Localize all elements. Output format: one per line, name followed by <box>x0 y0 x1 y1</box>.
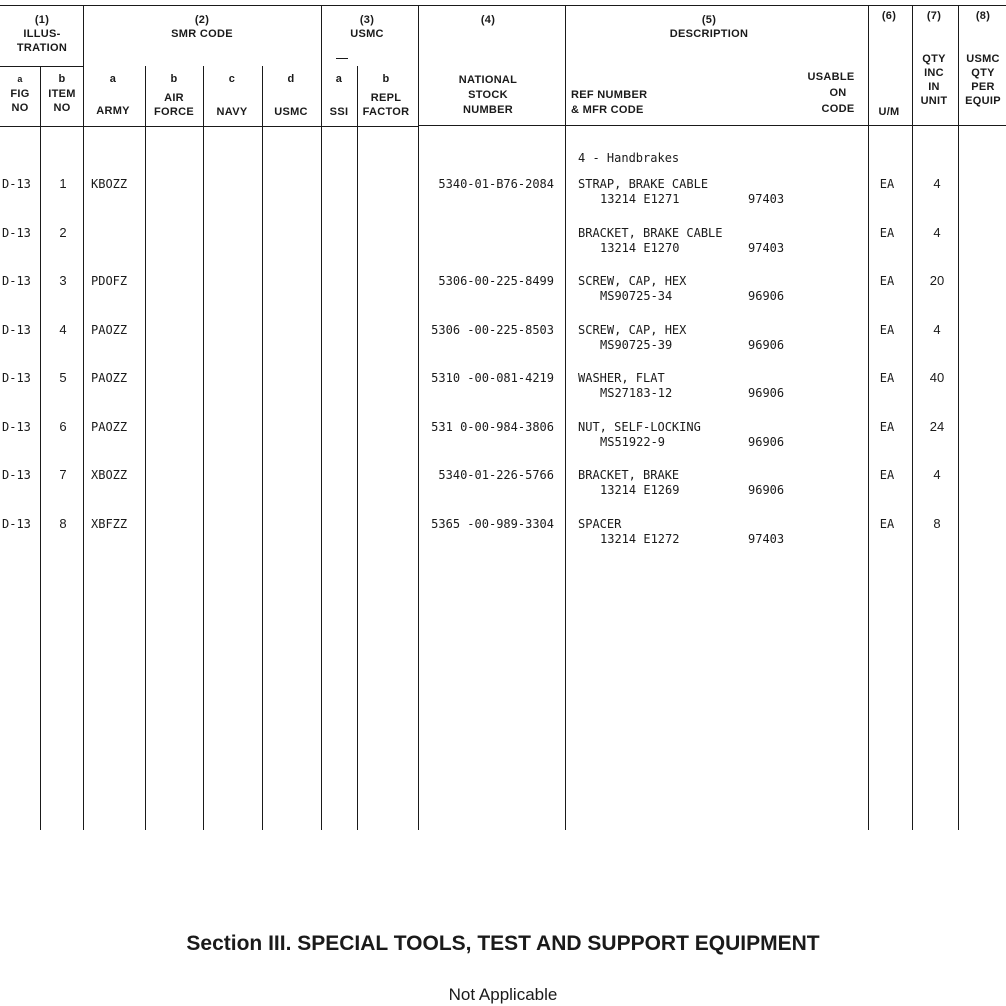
col-divider-qty-equip <box>958 5 959 830</box>
item-no-label-1: ITEM <box>48 88 76 100</box>
item-number: 8 <box>59 515 67 531</box>
qty-in-unit: 24 <box>929 418 945 434</box>
fig-number: D-13 <box>2 516 31 531</box>
col2-number: (2) <box>194 14 210 26</box>
ssi-label: SSI <box>329 106 349 118</box>
unit-of-measure: EA <box>879 419 895 434</box>
part-description: SCREW, CAP, HEX <box>578 274 687 288</box>
item-number: 1 <box>59 176 67 191</box>
smr-code-army: XBFZZ <box>91 516 128 531</box>
mfr-code: 97403 <box>748 531 785 546</box>
fig-number: D-13 <box>2 225 31 240</box>
col-divider-smr-usmc3 <box>321 5 322 830</box>
smr-code-army: XBOZZ <box>91 468 128 482</box>
top-rule <box>0 5 1006 6</box>
col5-number: (5) <box>701 14 717 26</box>
fig-number: D-13 <box>2 419 31 434</box>
smr-code-army: PAOZZ <box>91 322 128 337</box>
usmc-smr-label: USMC <box>274 106 308 118</box>
usmc-smr-letter: d <box>287 73 295 85</box>
illus-subhead-rule <box>0 66 84 67</box>
col-divider-army-af <box>145 66 146 830</box>
smr-code-army: PAOZZ <box>91 371 128 385</box>
navy-letter: c <box>228 73 236 85</box>
stock-number: 5340-01-226-5766 <box>438 468 554 482</box>
part-description: SPACER <box>578 516 622 531</box>
usmc-qty-label-4: EQUIP <box>965 95 1001 107</box>
qty-in-unit: 4 <box>933 176 941 191</box>
fig-number: D-13 <box>2 177 31 191</box>
ref-number-label-1: REF NUMBER <box>571 89 648 101</box>
um-label: U/M <box>878 106 900 118</box>
fig-number: D-13 <box>2 468 31 482</box>
nsn-label-1: NATIONAL <box>458 74 518 86</box>
repl-factor-label-1: REPL <box>370 92 402 104</box>
stock-number: 5306 -00-225-8503 <box>431 322 554 337</box>
usmc-qty-label-2: QTY <box>971 67 995 79</box>
col-divider-illus-smr <box>83 5 84 830</box>
qty-in-unit: 20 <box>929 273 945 288</box>
fig-no-label-2: NO <box>11 102 29 114</box>
air-force-label-2: FORCE <box>154 106 194 118</box>
army-label: ARMY <box>96 105 130 117</box>
mfr-code: 96906 <box>748 434 785 449</box>
col2-title: SMR CODE <box>171 28 233 40</box>
usable-on-label-1: USABLE <box>807 71 855 83</box>
item-number: 6 <box>59 418 67 434</box>
mfr-code: 96906 <box>748 483 785 497</box>
unit-of-measure: EA <box>879 225 895 240</box>
smr-code-army: PDOFZ <box>91 274 128 288</box>
unit-of-measure: EA <box>879 274 895 288</box>
col1-number: (1) <box>34 14 50 26</box>
item-number: 7 <box>59 467 67 482</box>
unit-of-measure: EA <box>879 371 895 385</box>
header-bottom-rule-right <box>418 125 1006 126</box>
part-ref-number: 13214 E1272 <box>600 531 680 546</box>
col6-number: (6) <box>881 10 897 22</box>
nsn-label-2: STOCK <box>468 89 508 101</box>
mfr-code: 97403 <box>748 240 785 255</box>
qty-in-unit: 4 <box>933 467 941 482</box>
usmc-qty-label-1: USMC <box>966 53 1000 65</box>
item-number: 5 <box>59 370 67 385</box>
unit-of-measure: EA <box>879 177 895 191</box>
qty-inc-label-4: UNIT <box>920 95 948 107</box>
air-force-letter: b <box>170 73 178 85</box>
repl-factor-letter: b <box>382 73 390 85</box>
col-divider-desc-um <box>868 5 869 830</box>
fig-no-label-1: FIG <box>10 88 30 100</box>
section-title: Section III. SPECIAL TOOLS, TEST AND SUPPORT EQUIPMENT <box>186 932 820 955</box>
part-description: STRAP, BRAKE CABLE <box>578 177 709 191</box>
part-description: WASHER, FLAT <box>578 371 665 385</box>
ssi-mark <box>336 58 348 59</box>
stock-number: 5310 -00-081-4219 <box>431 371 554 385</box>
col-divider-af-navy <box>203 66 204 830</box>
col8-number: (8) <box>975 10 991 22</box>
mfr-code: 96906 <box>748 289 785 303</box>
col1-title-line1: ILLUS- <box>23 28 61 40</box>
col3-title: USMC <box>350 28 384 40</box>
nsn-label-3: NUMBER <box>462 104 514 116</box>
col-divider-navy-usmc <box>262 66 263 830</box>
army-letter: a <box>109 73 117 85</box>
stock-number: 5306-00-225-8499 <box>438 274 554 288</box>
fig-no-letter: a <box>17 74 23 84</box>
stock-number: 5365 -00-989-3304 <box>431 516 554 531</box>
part-ref-number: 13214 E1269 <box>600 483 680 497</box>
smr-code-army: PAOZZ <box>91 419 128 434</box>
mfr-code: 96906 <box>748 337 785 352</box>
part-ref-number: MS90725-34 <box>600 289 673 303</box>
col4-number: (4) <box>480 14 496 26</box>
navy-label: NAVY <box>216 106 248 118</box>
item-number: 3 <box>59 273 67 288</box>
qty-in-unit: 4 <box>933 321 941 337</box>
col-divider-usmc3-nsn <box>418 5 419 830</box>
part-description: SCREW, CAP, HEX <box>578 322 687 337</box>
unit-of-measure: EA <box>879 516 895 531</box>
repl-factor-label-2: FACTOR <box>362 106 410 118</box>
part-ref-number: MS90725-39 <box>600 337 673 352</box>
item-number: 4 <box>59 321 67 337</box>
section-subtitle: Not Applicable <box>448 985 558 1004</box>
stock-number: 531 0-00-984-3806 <box>431 419 554 434</box>
mfr-code: 96906 <box>748 386 785 400</box>
part-description: BRACKET, BRAKE <box>578 468 680 482</box>
item-no-label-2: NO <box>53 102 71 114</box>
mfr-code: 97403 <box>748 192 785 206</box>
qty-inc-label-1: QTY <box>922 53 946 65</box>
col-divider-fig-item <box>40 66 41 830</box>
unit-of-measure: EA <box>879 468 895 482</box>
usable-on-label-3: CODE <box>821 103 855 115</box>
header-bottom-rule-left <box>0 126 418 127</box>
col1-title-line2: TRATION <box>16 42 68 54</box>
qty-in-unit: 8 <box>933 515 941 531</box>
fig-number: D-13 <box>2 322 31 337</box>
part-ref-number: 13214 E1270 <box>600 240 680 255</box>
ref-number-label-2: & MFR CODE <box>571 104 644 116</box>
item-no-letter: b <box>58 73 66 85</box>
col3-number: (3) <box>359 14 375 26</box>
part-description: BRACKET, BRAKE CABLE <box>578 225 723 240</box>
qty-in-unit: 40 <box>929 370 945 385</box>
part-description: NUT, SELF-LOCKING <box>578 419 701 434</box>
qty-inc-label-2: INC <box>924 67 944 79</box>
fig-number: D-13 <box>2 371 31 385</box>
air-force-label-1: AIR <box>164 92 184 104</box>
part-ref-number: MS27183-12 <box>600 386 673 400</box>
col7-number: (7) <box>926 10 942 22</box>
qty-in-unit: 4 <box>933 224 941 240</box>
qty-inc-label-3: IN <box>928 81 940 93</box>
unit-of-measure: EA <box>879 322 895 337</box>
ssi-letter: a <box>335 73 343 85</box>
fig-number: D-13 <box>2 274 31 288</box>
col-divider-ssi-repl <box>357 66 358 830</box>
col-divider-um-qty <box>912 5 913 830</box>
part-ref-number: MS51922-9 <box>600 434 666 449</box>
col-divider-nsn-desc <box>565 5 566 830</box>
usable-on-label-2: ON <box>829 87 847 99</box>
usmc-qty-label-3: PER <box>971 81 995 93</box>
item-number: 2 <box>59 224 67 240</box>
col5-title: DESCRIPTION <box>669 28 749 40</box>
part-ref-number: 13214 E1271 <box>600 192 680 206</box>
stock-number: 5340-01-B76-2084 <box>438 177 554 191</box>
group-heading: 4 - Handbrakes <box>578 151 680 165</box>
smr-code-army: KBOZZ <box>91 177 128 191</box>
